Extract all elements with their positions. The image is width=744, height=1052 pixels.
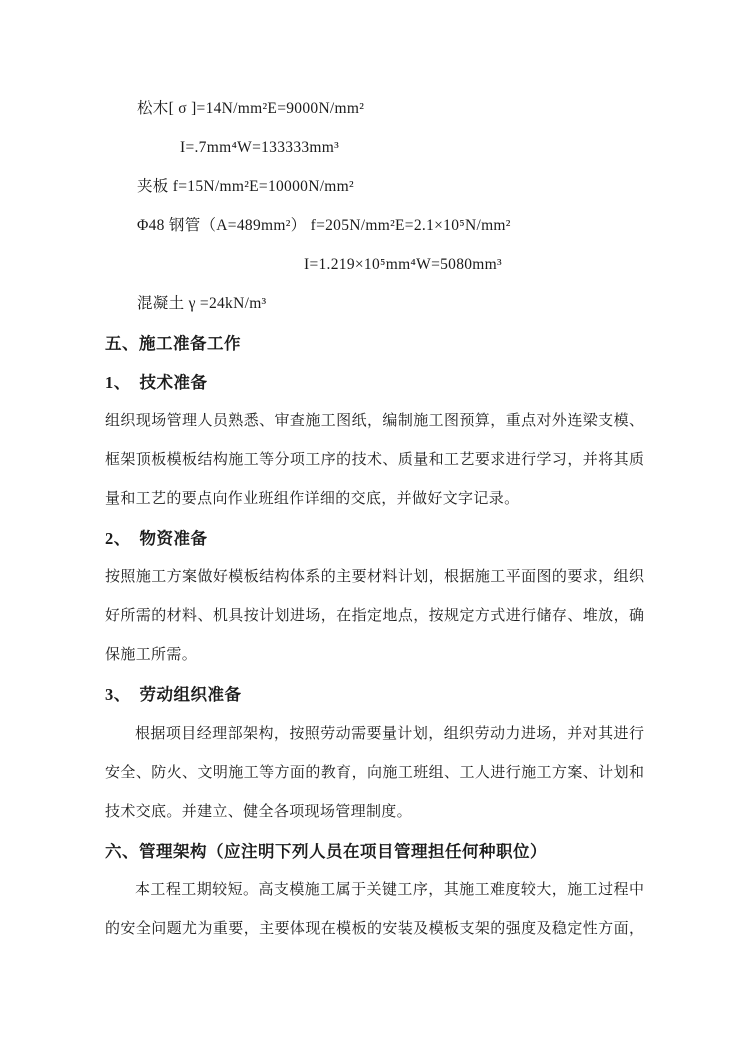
para-management-line: 本工程工期较短。高支模施工属于关键工序，其施工难度较大，施工过程中	[135, 881, 644, 898]
formula-concrete: 混凝土 γ =24kN/m³	[137, 295, 267, 313]
para-tech-line: 框架顶板模板结构施工等分项工序的技术、质量和工艺要求进行学习，并将其质	[105, 451, 644, 468]
para-tech-line: 量和工艺的要点向作业班组作详细的交底，并做好文字记录。	[105, 490, 520, 507]
para-material-line: 按照施工方案做好模板结构体系的主要材料计划，根据施工平面图的要求，组织	[105, 569, 644, 586]
para-labor-line: 安全、防火、文明施工等方面的教育，向施工班组、工人进行施工方案、计划和	[105, 764, 644, 781]
para-management-line: 的安全问题尤为重要，主要体现在模板的安装及模板支架的强度及稳定性方面，	[105, 920, 644, 937]
heading-section-6: 六、管理架构（应注明下列人员在项目管理担任何种职位）	[105, 841, 547, 861]
para-tech-line: 组织现场管理人员熟悉、审查施工图纸，编制施工图预算，重点对外连梁支模、	[105, 412, 644, 429]
formula-plywood: 夹板 f=15N/mm²E=10000N/mm²	[137, 178, 354, 196]
formula-pine: 松木[ σ ]=14N/mm²E=9000N/mm²	[137, 100, 365, 117]
heading-tech-prep: 1、 技术准备	[105, 372, 208, 392]
heading-material-prep: 2、 物资准备	[105, 529, 208, 549]
formula-steel-pipe-iw: I=1.219×10⁵mm⁴W=5080mm³	[304, 256, 502, 274]
para-labor-line: 技术交底。并建立、健全各项现场管理制度。	[105, 803, 413, 820]
formula-pine-iw: I=.7mm⁴W=133333mm³	[180, 139, 340, 157]
heading-section-5: 五、施工准备工作	[105, 333, 241, 353]
formula-steel-pipe: Φ48 钢管（A=489mm²） f=205N/mm²E=2.1×10⁵N/mm²	[137, 217, 511, 235]
heading-labor-prep: 3、 劳动组织准备	[105, 685, 242, 705]
para-material-line: 好所需的材料、机具按计划进场，在指定地点，按规定方式进行储存、堆放，确	[105, 608, 644, 625]
para-labor-line: 根据项目经理部架构，按照劳动需要量计划，组织劳动力进场，并对其进行	[135, 725, 644, 742]
para-material-line: 保施工所需。	[105, 647, 198, 664]
